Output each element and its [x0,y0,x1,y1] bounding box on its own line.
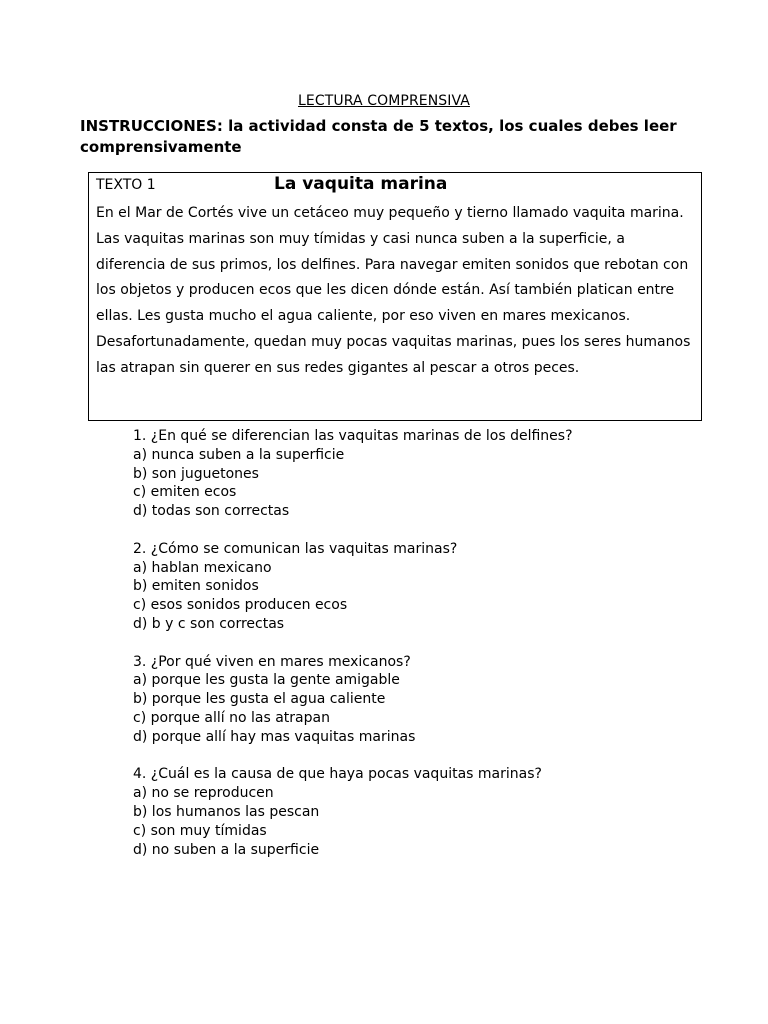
answer-option: b) son juguetones [133,465,259,482]
answer-option: a) hablan mexicano [133,559,272,576]
question-text: 2. ¿Cómo se comunican las vaquitas marinas? [133,540,458,557]
answer-option: a) no se reproducen [133,785,274,802]
question-text: 1. ¿En qué se diferencian las vaquitas marinas de los delfines? [133,428,573,444]
question-text: 4. ¿Cuál es la causa de que haya pocas vaquitas marinas? [133,766,542,783]
answer-option: c) emiten ecos [133,484,237,501]
page-title: LECTURA COMPRENSIVA [298,93,470,109]
answer-option: b) porque les gusta el agua caliente [133,691,386,708]
answer-option: a) porque les gusta la gente amigable [133,672,400,689]
question-block [133,540,733,634]
text-box [88,172,702,421]
answer-option: c) son muy tímidas [133,822,267,839]
question-text: 3. ¿Por qué viven en mares mexicanos? [133,653,411,670]
text-body: En el Mar de Cortés vive un cetáceo muy pequeño y tierno llamado vaquita marina. Las vaquitas marinas son muy tímidas y casi nunca suben a la superficie, a diferencia de sus primos, los delfines. Para navegar emiten sonidos que rebotan con los objetos y producen ecos que les dicen dónde están. Así también platican entre ellas. Les gusta mucho el agua caliente, por eso viven en mares mexicanos. Desafortunadamente, quedan muy pocas vaquitas marinas, pues los seres humanos las atrapan sin querer en sus redes gigantes al pescar a otros peces. [96,205,691,376]
answer-option: b) los humanos las pescan [133,803,320,820]
answer-option: d) todas son correctas [133,503,290,520]
answer-option: d) porque allí hay mas vaquitas marinas [133,728,416,745]
answer-option: d) b y c son correctas [133,615,285,632]
questions-list [133,427,733,878]
answer-option: b) emiten sonidos [133,578,259,595]
answer-option: c) porque allí no las atrapan [133,709,330,726]
text-title: La vaquita marina [274,174,448,194]
question-block [133,653,733,747]
answer-option: d) no suben a la superficie [133,841,320,858]
text-label: TEXTO 1 [96,177,156,193]
instructions: INSTRUCCIONES: la actividad consta de 5 textos, los cuales debes leer comprensivamente [80,117,677,156]
answer-option: a) nunca suben a la superficie [133,446,345,463]
question-block [133,427,733,521]
answer-option: c) esos sonidos producen ecos [133,597,348,614]
question-block [133,765,733,859]
